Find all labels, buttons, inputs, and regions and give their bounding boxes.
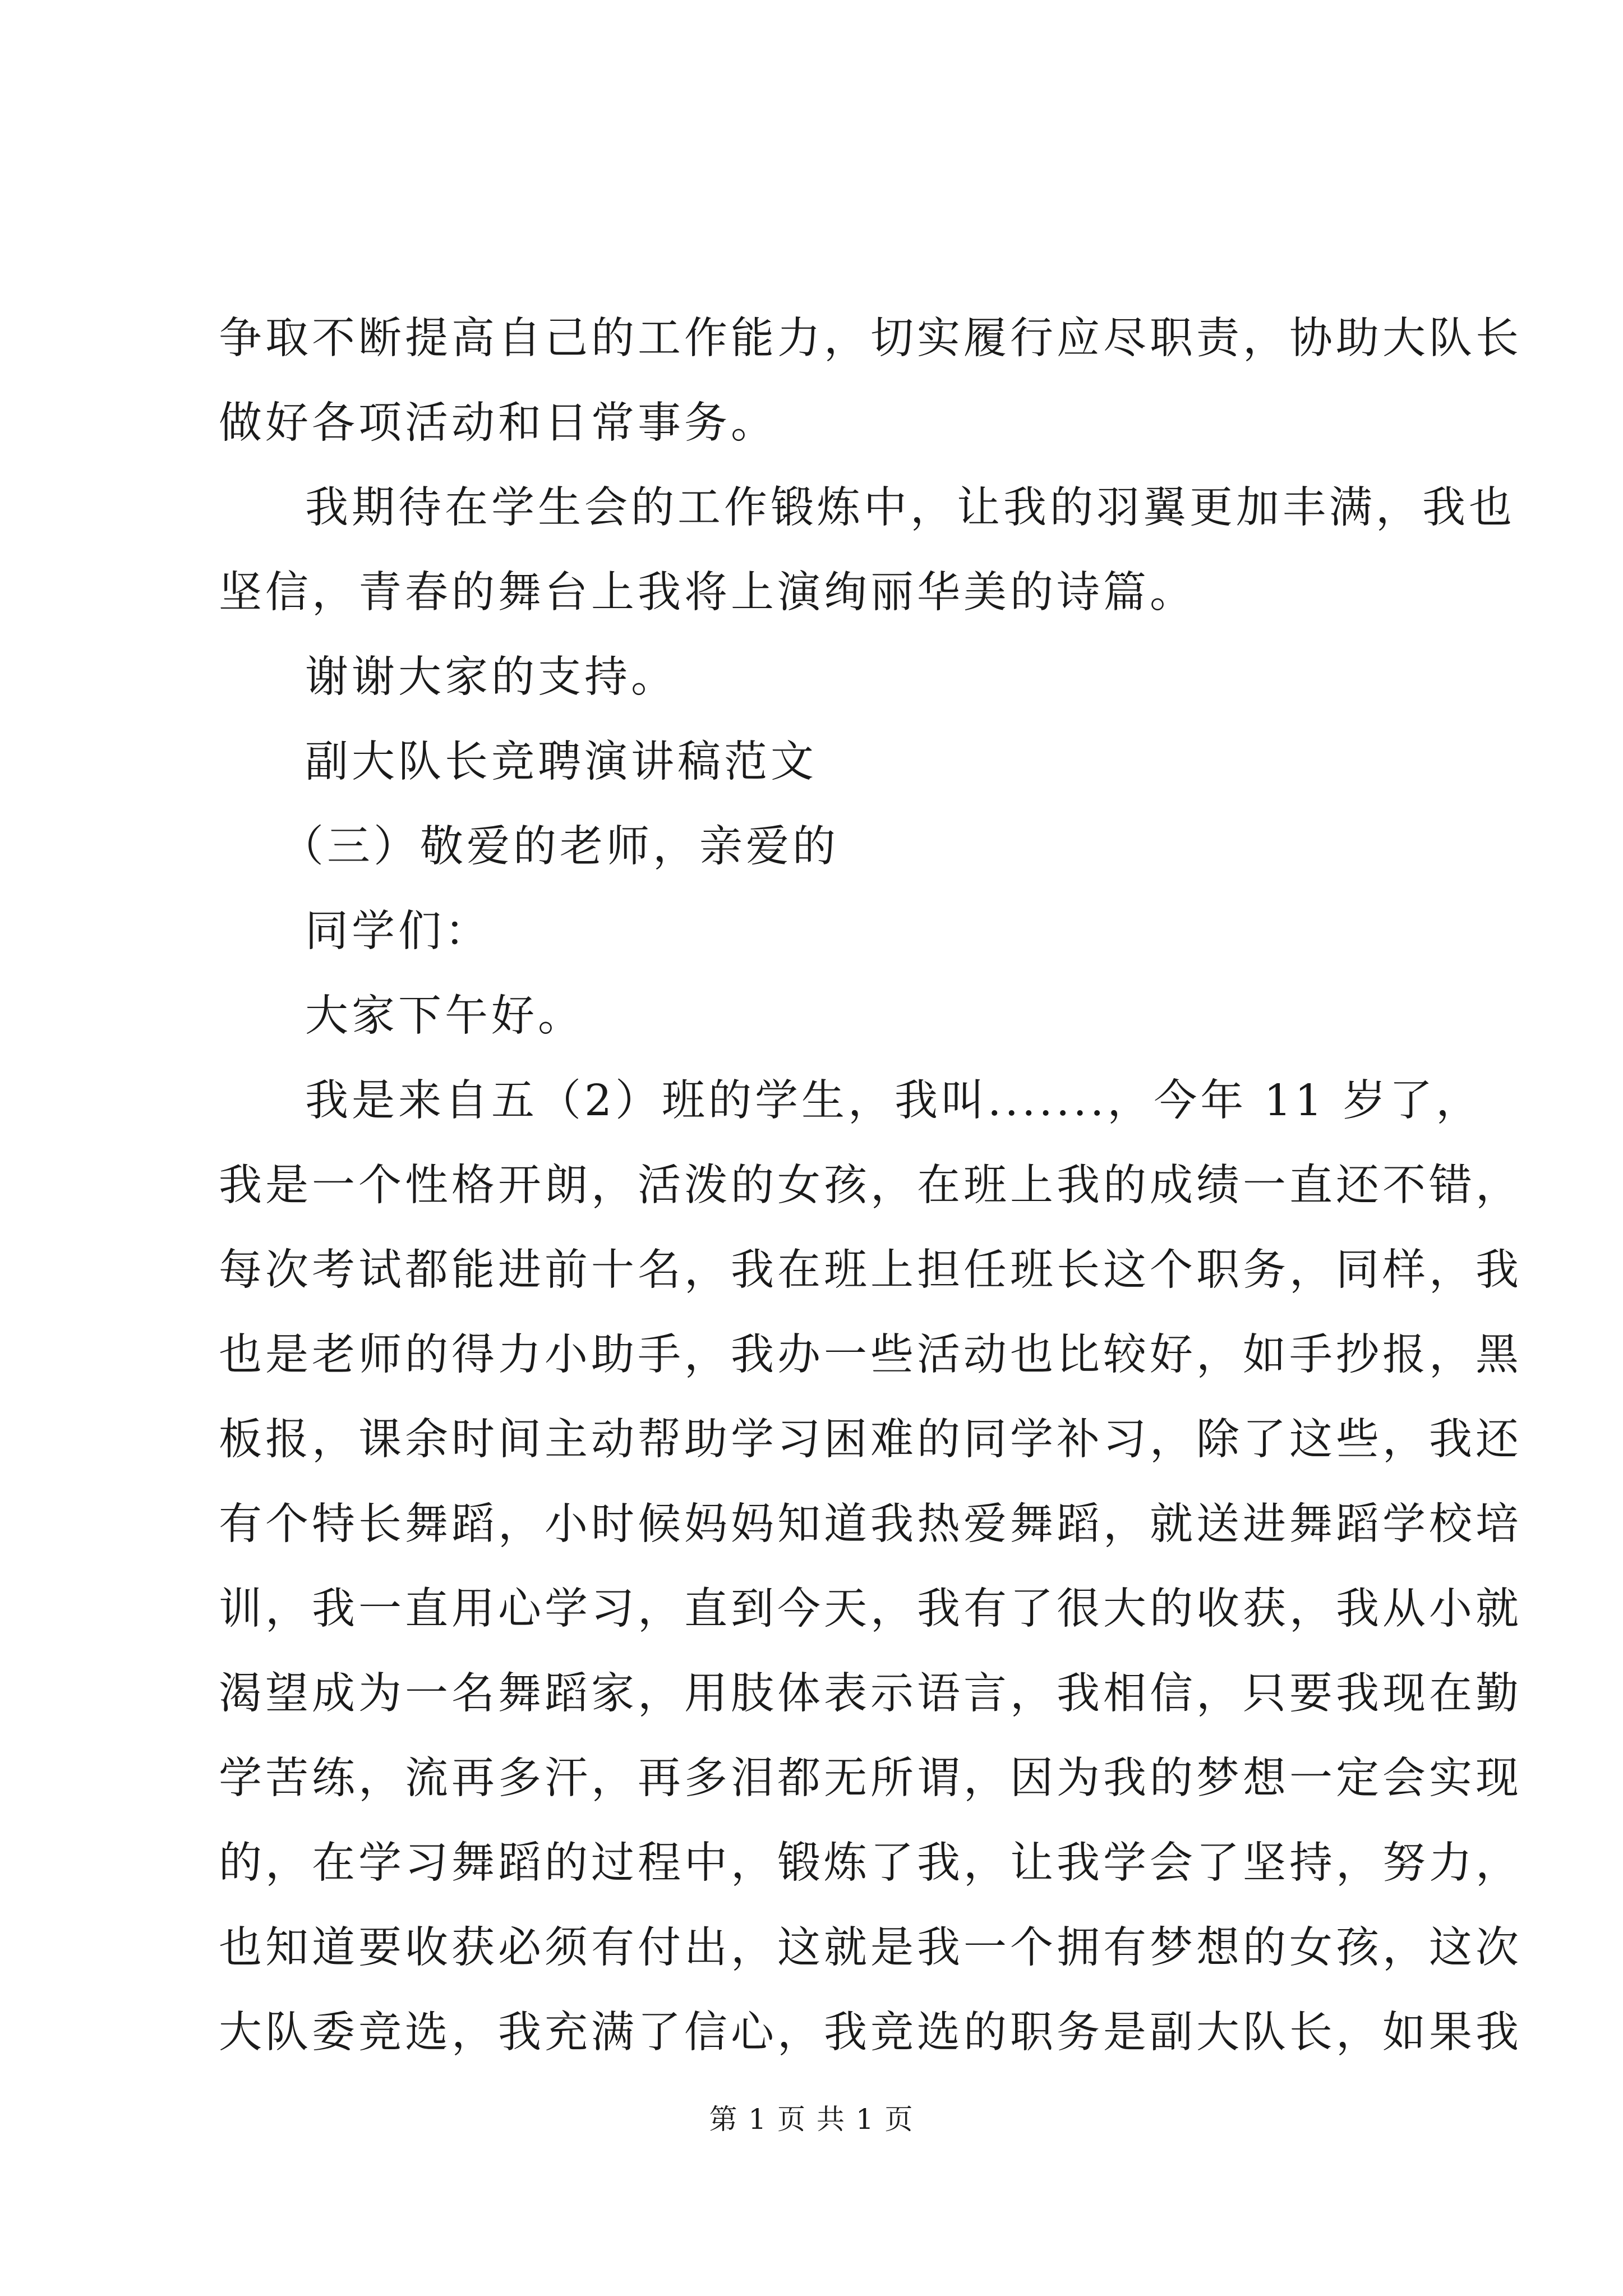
text-line: 有个特长舞蹈，小时候妈妈知道我热爱舞蹈，就送进舞蹈学校培 xyxy=(219,1499,1522,1549)
text-line: 大家下午好。 xyxy=(305,991,584,1041)
text-line: 渴望成为一名舞蹈家，用肢体表示语言，我相信，只要我现在勤 xyxy=(219,1669,1522,1719)
page-number-footer: 第 1 页 共 1 页 xyxy=(709,2103,914,2136)
text-line: 学苦练，流再多汗，再多泪都无所谓，因为我的梦想一定会实现 xyxy=(219,1754,1522,1803)
text-line: （三）敬爱的老师，亲爱的 xyxy=(280,822,839,872)
text-line: 大队委竞选，我充满了信心，我竞选的职务是副大队长，如果我 xyxy=(219,2008,1522,2058)
text-line: 争取不断提高自己的工作能力，切实履行应尽职责，协助大队长 xyxy=(219,314,1522,364)
text-line: 也知道要收获必须有付出，这就是我一个拥有梦想的女孩，这次 xyxy=(219,1923,1522,1973)
text-line: 我是一个性格开朗，活泼的女孩，在班上我的成绩一直还不错， xyxy=(219,1161,1522,1211)
text-line: 训，我一直用心学习，直到今天，我有了很大的收获，我从小就 xyxy=(219,1584,1522,1634)
text-line: 也是老师的得力小助手，我办一些活动也比较好，如手抄报，黑 xyxy=(219,1330,1522,1380)
section-heading: 副大队长竞聘演讲稿范文 xyxy=(305,737,817,787)
text-line: 我期待在学生会的工作锻炼中，让我的羽翼更加丰满，我也 xyxy=(305,483,1515,533)
text-line: 谢谢大家的支持。 xyxy=(305,652,677,702)
document-body xyxy=(219,296,1522,2075)
text-line: 板报，课余时间主动帮助学习困难的同学补习，除了这些，我还 xyxy=(219,1415,1522,1465)
text-line: 坚信，青春的舞台上我将上演绚丽华美的诗篇。 xyxy=(219,568,1196,618)
text-line: 我是来自五（2）班的学生，我叫.......，今年 11 岁了， xyxy=(305,1076,1483,1126)
text-line: 的，在学习舞蹈的过程中，锻炼了我，让我学会了坚持，努力， xyxy=(219,1838,1522,1888)
text-line: 做好各项活动和日常事务。 xyxy=(219,398,777,448)
text-line: 每次考试都能进前十名，我在班上担任班长这个职务，同样，我 xyxy=(219,1245,1522,1295)
text-line: 同学们： xyxy=(305,907,491,956)
